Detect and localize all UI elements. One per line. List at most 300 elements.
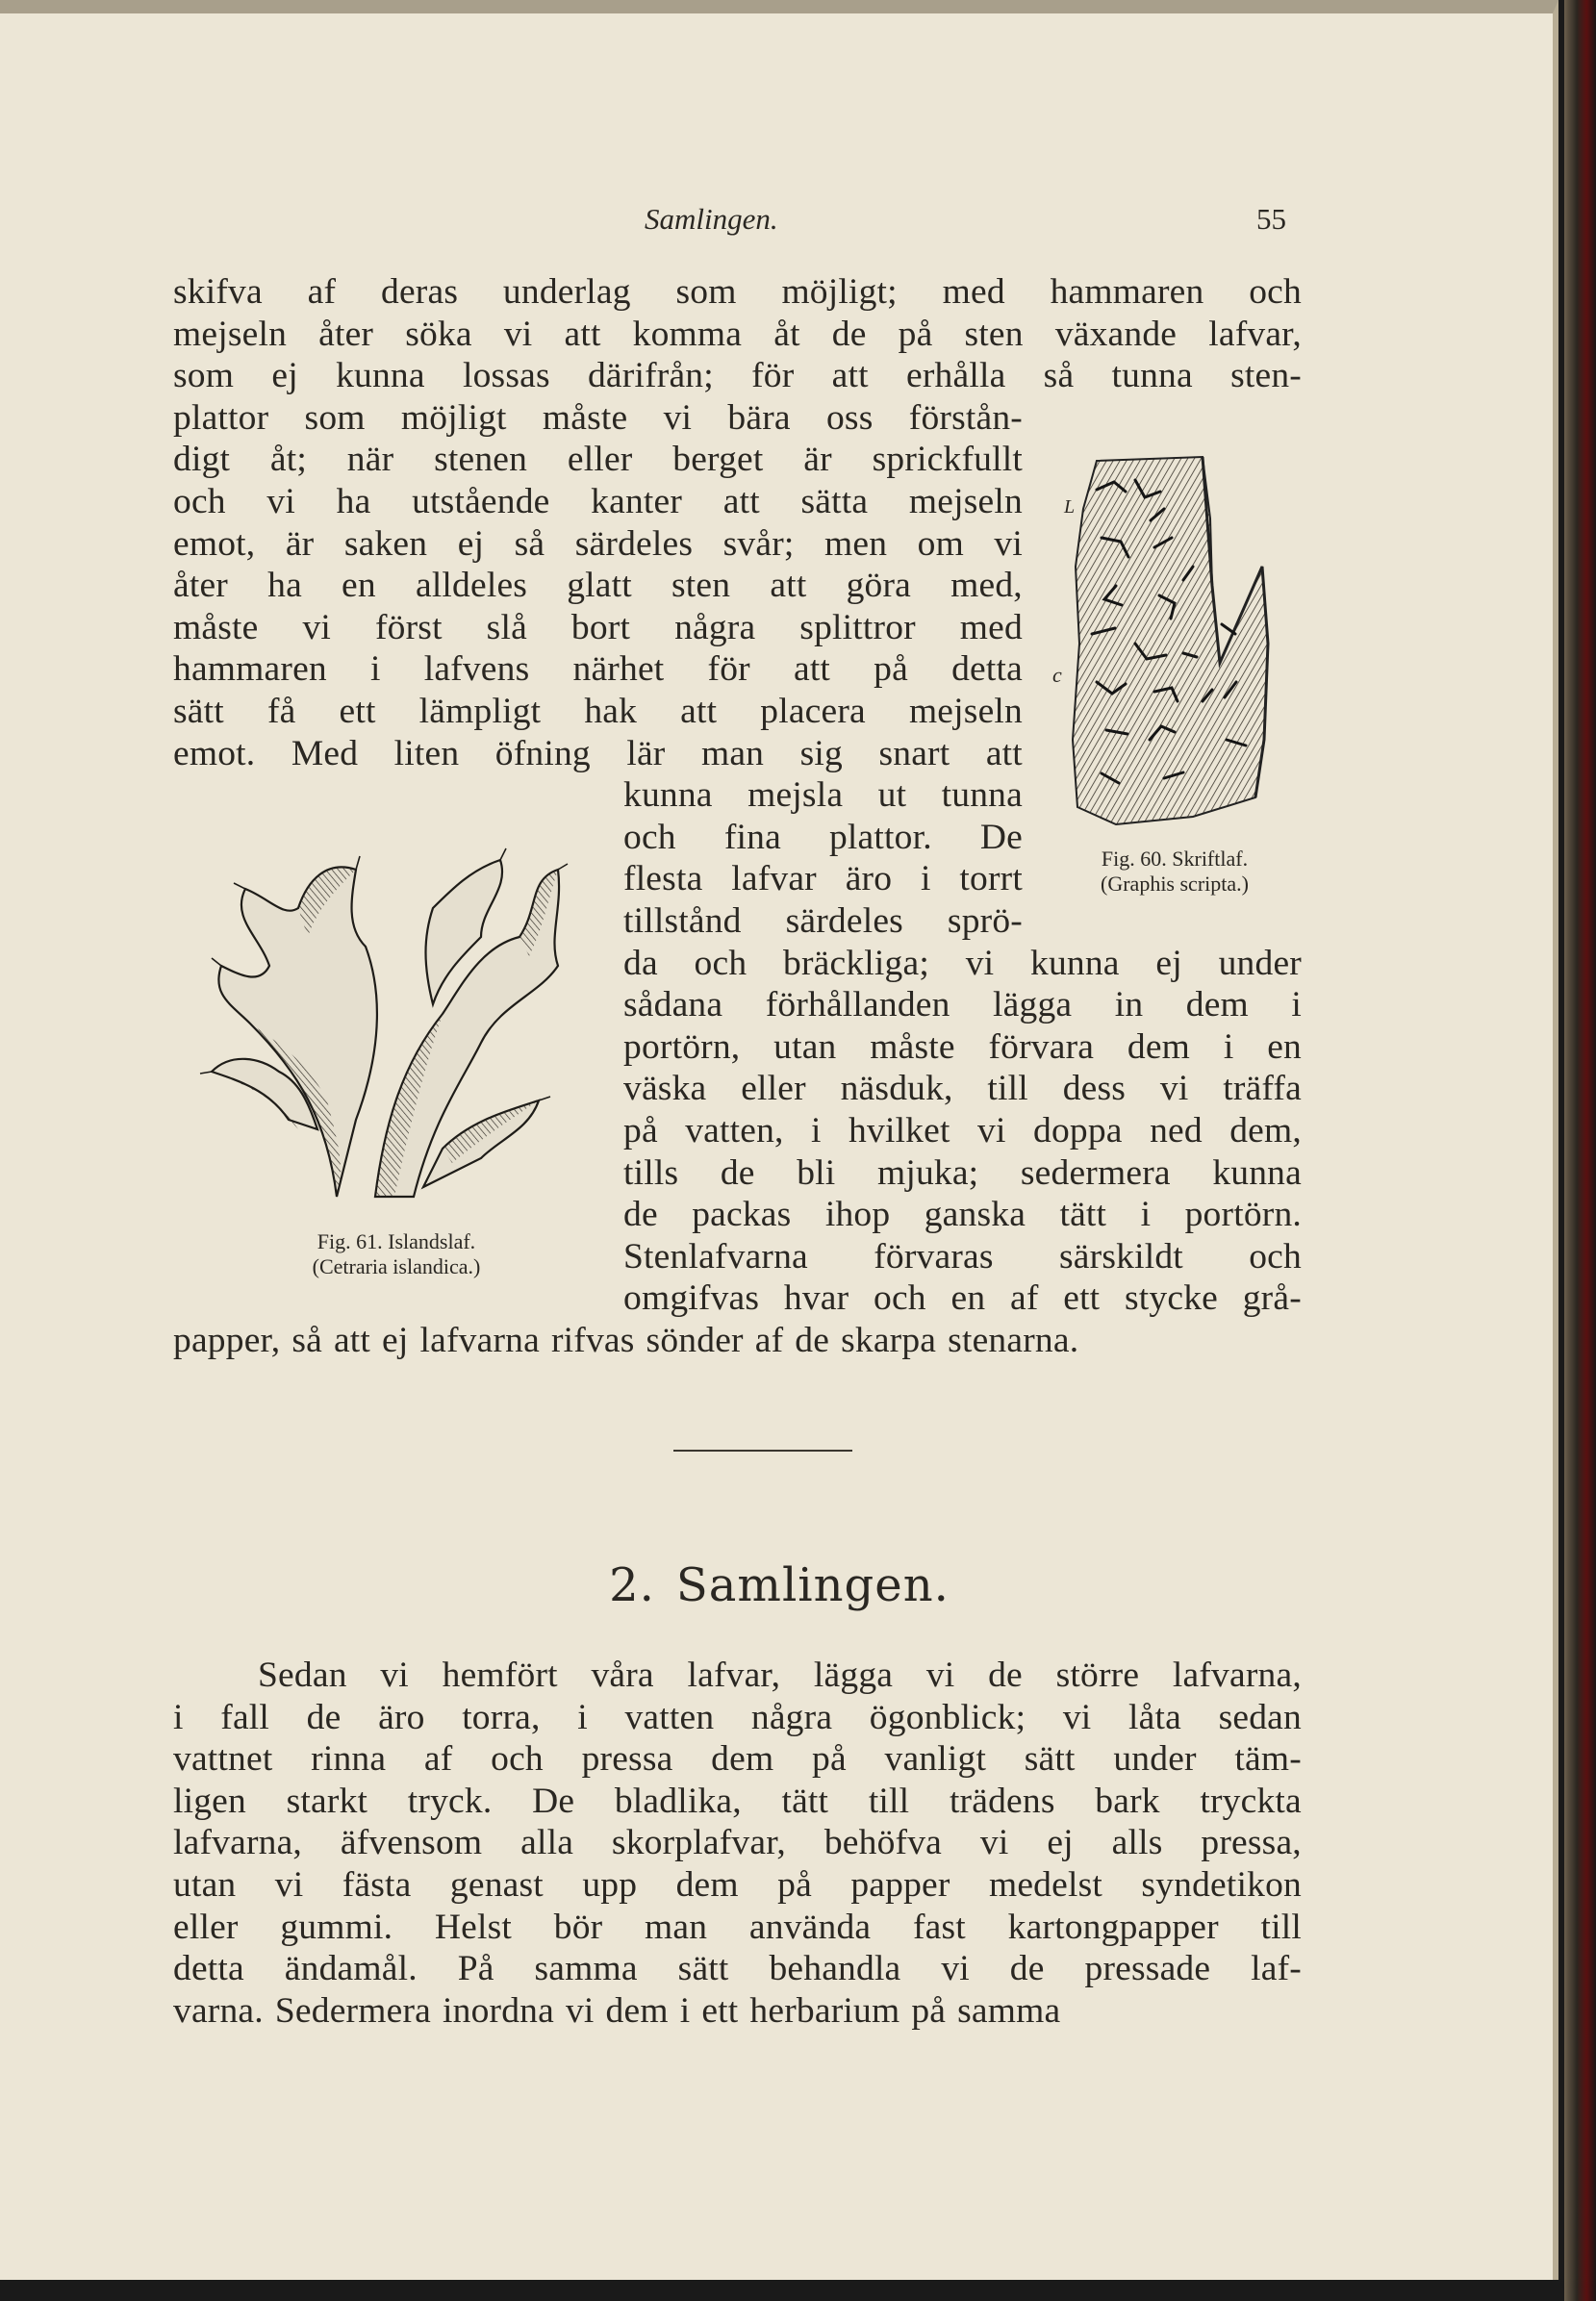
word: saken bbox=[343, 523, 428, 564]
word: lafvens bbox=[423, 649, 530, 690]
word: ganska bbox=[924, 1195, 1026, 1235]
word: packas bbox=[692, 1195, 792, 1235]
word: in bbox=[1114, 985, 1144, 1025]
word: vi bbox=[1062, 1697, 1092, 1737]
word: om bbox=[917, 523, 964, 564]
word: vi bbox=[941, 1949, 970, 1989]
word: fina bbox=[723, 817, 781, 857]
word: hammaren bbox=[173, 649, 327, 690]
word: sätt bbox=[677, 1949, 729, 1989]
word: med, bbox=[950, 566, 1023, 606]
word: därifrån; bbox=[587, 356, 714, 396]
word: starkt bbox=[286, 1781, 368, 1821]
word: vatten, bbox=[685, 1111, 784, 1150]
word: genast bbox=[449, 1865, 544, 1905]
word: ett bbox=[1063, 1278, 1101, 1319]
word: bladlika, bbox=[614, 1781, 742, 1821]
word: sätt bbox=[173, 692, 224, 731]
word: komma bbox=[632, 314, 743, 354]
word: förvaras bbox=[874, 1236, 994, 1277]
word: att bbox=[722, 482, 760, 521]
word: tryck. bbox=[407, 1781, 493, 1821]
word: att bbox=[793, 649, 831, 690]
word: eller bbox=[741, 1069, 806, 1109]
word: sten bbox=[964, 314, 1024, 354]
word: medelst bbox=[988, 1865, 1102, 1905]
word: och bbox=[1249, 1236, 1302, 1277]
word: dem bbox=[675, 1865, 739, 1905]
word: låta bbox=[1128, 1697, 1181, 1737]
word: de bbox=[795, 1321, 830, 1360]
word: portörn, bbox=[623, 1026, 741, 1067]
word: sten- bbox=[1230, 356, 1302, 396]
word: behöfva bbox=[823, 1823, 943, 1863]
paragraph2-line bbox=[173, 1822, 1302, 1864]
word: och bbox=[1249, 272, 1302, 312]
word: vi bbox=[565, 1990, 595, 2031]
word: dem, bbox=[1229, 1111, 1302, 1150]
word: ej bbox=[382, 1321, 409, 1360]
word: kartongpapper bbox=[1007, 1907, 1219, 1947]
figure-61-cetraria-islandica bbox=[192, 831, 577, 1216]
word: ihop bbox=[824, 1195, 891, 1235]
word: de bbox=[1009, 1949, 1045, 1989]
paragraph1-line bbox=[173, 314, 1302, 356]
word: ned bbox=[1150, 1111, 1203, 1150]
word: de bbox=[831, 314, 867, 354]
word: att bbox=[831, 356, 869, 396]
word: vattnet bbox=[173, 1739, 273, 1780]
word: att bbox=[985, 733, 1023, 773]
word: placera bbox=[760, 692, 866, 731]
word: kunna bbox=[623, 775, 713, 816]
word: de bbox=[720, 1152, 755, 1193]
word: närhet bbox=[572, 649, 665, 690]
word: sig bbox=[799, 733, 843, 773]
word: hvar bbox=[783, 1278, 849, 1319]
word: till bbox=[1260, 1907, 1302, 1947]
word: Sedermera bbox=[274, 1990, 431, 2031]
word: bli bbox=[797, 1152, 836, 1193]
word: att bbox=[680, 692, 718, 731]
word: Helst bbox=[434, 1907, 513, 1947]
word: med bbox=[942, 272, 1005, 312]
word: bort bbox=[570, 607, 631, 647]
word: berget bbox=[672, 440, 764, 480]
paragraph1-line bbox=[623, 858, 1023, 900]
word: man bbox=[645, 1907, 708, 1947]
word: sådana bbox=[623, 985, 723, 1025]
figure-60-caption-latin: (Graphis scripta.) bbox=[1101, 872, 1249, 896]
word: på bbox=[874, 649, 908, 690]
word: få bbox=[266, 692, 296, 731]
paragraph1-line bbox=[173, 691, 1023, 733]
word: förhållanden bbox=[765, 985, 950, 1025]
word: för bbox=[751, 356, 795, 396]
word: vi bbox=[663, 397, 693, 438]
word: lafvar, bbox=[687, 1656, 781, 1695]
word: vi bbox=[266, 482, 295, 521]
running-title: Samlingen. bbox=[645, 202, 778, 236]
word: doppa bbox=[1033, 1111, 1123, 1150]
word: tills bbox=[623, 1152, 679, 1193]
section-heading bbox=[0, 1556, 1558, 1614]
paragraph1-line bbox=[623, 774, 1023, 817]
figure-61-caption bbox=[252, 1229, 541, 1279]
word: eller bbox=[567, 440, 633, 480]
word: ögonblick; bbox=[869, 1697, 1026, 1737]
word: gummi. bbox=[280, 1907, 393, 1947]
paragraph1-line bbox=[623, 817, 1023, 859]
word: och bbox=[491, 1739, 544, 1780]
word: inordna bbox=[443, 1990, 554, 2031]
word: åt bbox=[773, 314, 800, 354]
word: mejseln bbox=[908, 692, 1023, 731]
word: svår; bbox=[722, 523, 795, 564]
section-number: 2. bbox=[609, 1558, 655, 1612]
word: hammaren bbox=[1050, 272, 1204, 312]
word: oss bbox=[825, 397, 874, 438]
word: varna. bbox=[173, 1990, 264, 2031]
paragraph1-line bbox=[173, 397, 1023, 440]
word: stycke bbox=[1125, 1278, 1219, 1319]
word: och bbox=[173, 482, 226, 521]
word: näsduk, bbox=[840, 1069, 953, 1109]
word: ha bbox=[336, 482, 371, 521]
word: våra bbox=[591, 1656, 654, 1695]
word: på bbox=[777, 1865, 812, 1905]
word: de bbox=[988, 1656, 1023, 1695]
word: mejseln bbox=[908, 482, 1023, 521]
paragraph2-line bbox=[173, 1948, 1302, 1990]
word: portörn. bbox=[1184, 1195, 1302, 1235]
word: bark bbox=[1095, 1781, 1160, 1821]
word: under bbox=[1113, 1739, 1197, 1780]
word: måste bbox=[173, 607, 259, 647]
word: pressa, bbox=[1201, 1823, 1302, 1863]
paragraph1-line bbox=[623, 1194, 1302, 1236]
word: en bbox=[950, 1278, 986, 1319]
paragraph1-line bbox=[623, 1236, 1302, 1278]
word: vi bbox=[1159, 1069, 1189, 1109]
word: förstån- bbox=[908, 397, 1023, 438]
word: pressade bbox=[1084, 1949, 1211, 1989]
word: och bbox=[694, 943, 747, 983]
word: splittror bbox=[799, 607, 916, 647]
word: vanligt bbox=[884, 1739, 987, 1780]
word: kunna bbox=[1212, 1152, 1302, 1193]
word: utstående bbox=[412, 482, 550, 521]
word: med bbox=[959, 607, 1023, 647]
word: att bbox=[333, 1321, 371, 1360]
word: lafvarna bbox=[419, 1321, 540, 1360]
word: rinna bbox=[311, 1739, 387, 1780]
paragraph1-line bbox=[623, 1110, 1302, 1152]
word: åter bbox=[318, 314, 374, 354]
word: i bbox=[920, 859, 931, 899]
word: och bbox=[874, 1278, 926, 1319]
word: plattor bbox=[173, 397, 269, 438]
word: är bbox=[285, 523, 315, 564]
word: åter bbox=[173, 566, 228, 606]
word: en bbox=[342, 566, 376, 606]
word: väska bbox=[623, 1069, 707, 1109]
word: stenen bbox=[434, 440, 528, 480]
word: i bbox=[811, 1111, 822, 1150]
paragraph1-line bbox=[173, 565, 1023, 607]
word: stenarna. bbox=[948, 1321, 1079, 1360]
word: i bbox=[679, 1990, 691, 2031]
word: äro bbox=[378, 1697, 425, 1737]
word: af bbox=[754, 1321, 784, 1360]
word: kunna bbox=[1030, 943, 1120, 983]
word: Med bbox=[291, 733, 359, 773]
word: täm- bbox=[1234, 1739, 1302, 1780]
word: ett bbox=[339, 692, 376, 731]
section-divider bbox=[673, 1450, 852, 1452]
word: laf- bbox=[1251, 1949, 1302, 1989]
word: växande bbox=[1054, 314, 1178, 354]
word: särdeles bbox=[574, 523, 694, 564]
word: sätta bbox=[800, 482, 869, 521]
word: förvara bbox=[988, 1026, 1095, 1067]
word: dem bbox=[1185, 985, 1249, 1025]
word: Stenlafvarna bbox=[623, 1236, 808, 1277]
word: dem bbox=[1127, 1026, 1191, 1067]
word: liten bbox=[393, 733, 460, 773]
word: af bbox=[307, 272, 337, 312]
word: lafvar bbox=[731, 859, 817, 899]
figure-61-caption-title: Fig. 61. Islandslaf. bbox=[317, 1229, 476, 1253]
word: detta bbox=[173, 1949, 244, 1989]
word: som bbox=[675, 272, 737, 312]
word: vi bbox=[925, 1656, 955, 1695]
paragraph1-line bbox=[173, 481, 1023, 523]
word: lämpligt bbox=[418, 692, 542, 731]
word: vi bbox=[979, 1823, 1009, 1863]
word: sprö- bbox=[947, 901, 1023, 941]
word: omgifvas bbox=[623, 1278, 760, 1319]
word: trädens bbox=[949, 1781, 1055, 1821]
word: vi bbox=[977, 1111, 1006, 1150]
word: och bbox=[623, 817, 676, 857]
word: tätt bbox=[1059, 1195, 1107, 1235]
paragraph1-line bbox=[623, 1026, 1302, 1069]
word: Sedan bbox=[258, 1656, 347, 1695]
word: de bbox=[306, 1697, 342, 1737]
word: utan bbox=[773, 1026, 837, 1067]
word: de bbox=[623, 1195, 658, 1235]
word: i bbox=[1140, 1195, 1152, 1235]
word: fast bbox=[912, 1907, 966, 1947]
word: särdeles bbox=[785, 901, 903, 941]
page-number: 55 bbox=[1256, 202, 1286, 236]
word: sten bbox=[671, 566, 731, 606]
paragraph1-line bbox=[173, 271, 1302, 314]
paragraph1-line bbox=[623, 1277, 1302, 1320]
paragraph1-line bbox=[173, 355, 1302, 397]
word: ligen bbox=[173, 1781, 246, 1821]
word: så bbox=[291, 1321, 322, 1360]
word: i bbox=[1291, 985, 1302, 1025]
word: för bbox=[707, 649, 750, 690]
paragraph1-line bbox=[173, 1320, 1302, 1362]
word: äfvensom bbox=[340, 1823, 483, 1863]
word: vi bbox=[302, 607, 332, 647]
word: papper bbox=[850, 1865, 950, 1905]
word: torrt bbox=[959, 859, 1023, 899]
word: lafvarna, bbox=[173, 1823, 303, 1863]
word: vi bbox=[380, 1656, 409, 1695]
paragraph2-line bbox=[258, 1655, 1302, 1697]
word: söka bbox=[405, 314, 472, 354]
word: underlag bbox=[502, 272, 631, 312]
paragraph1-line bbox=[173, 607, 1023, 649]
word: hvilket bbox=[849, 1111, 950, 1150]
running-header bbox=[0, 202, 1558, 240]
word: samma bbox=[534, 1949, 638, 1989]
word: fall bbox=[220, 1697, 270, 1737]
word: lafvar, bbox=[1208, 314, 1302, 354]
word: men bbox=[823, 523, 888, 564]
paragraph2-line bbox=[173, 1697, 1302, 1739]
word: under bbox=[1218, 943, 1302, 983]
word: bära bbox=[727, 397, 791, 438]
word: äro bbox=[845, 859, 893, 899]
word: ej bbox=[1155, 943, 1182, 983]
word: glatt bbox=[567, 566, 632, 606]
word: när bbox=[346, 440, 394, 480]
figure-60-caption bbox=[1054, 847, 1295, 897]
word: måste bbox=[870, 1026, 955, 1067]
word: af bbox=[423, 1739, 453, 1780]
word: träffa bbox=[1223, 1069, 1302, 1109]
word: slå bbox=[486, 607, 527, 647]
word: deras bbox=[381, 272, 459, 312]
word: till bbox=[987, 1069, 1028, 1109]
word: De bbox=[532, 1781, 575, 1821]
cetraria-islandica-illustration bbox=[192, 831, 577, 1216]
word: mejsla bbox=[747, 775, 844, 816]
word: mejseln bbox=[173, 314, 288, 354]
graphis-scripta-illustration bbox=[1058, 451, 1270, 836]
word: lafvarna, bbox=[1172, 1656, 1302, 1695]
word: sönder bbox=[646, 1321, 744, 1360]
word: att bbox=[564, 314, 601, 354]
word: plattor. bbox=[828, 817, 932, 857]
word: på bbox=[623, 1111, 658, 1150]
word: hemfört bbox=[442, 1656, 558, 1695]
word: så bbox=[1043, 356, 1075, 396]
word: göra bbox=[846, 566, 912, 606]
word: lägga bbox=[993, 985, 1073, 1025]
word: vatten bbox=[624, 1697, 715, 1737]
word: De bbox=[979, 817, 1023, 857]
paragraph1-line bbox=[623, 943, 1302, 985]
word: lär bbox=[626, 733, 666, 773]
word: ha bbox=[267, 566, 302, 606]
figure-60-label-side: c bbox=[1052, 663, 1062, 687]
paragraph2-line bbox=[173, 1781, 1302, 1823]
word: på bbox=[812, 1739, 847, 1780]
word: i bbox=[173, 1697, 184, 1737]
book-spine-edge bbox=[1564, 0, 1596, 2301]
word: möjligt bbox=[400, 397, 507, 438]
figure-60-graphis-scripta bbox=[1058, 451, 1270, 836]
word: möjligt; bbox=[781, 272, 898, 312]
word: herbarium bbox=[749, 1990, 900, 2031]
word: några bbox=[674, 607, 756, 647]
word: på bbox=[911, 1990, 947, 2031]
word: på bbox=[898, 314, 933, 354]
word: skorplafvar, bbox=[611, 1823, 786, 1863]
word: sprickfullt bbox=[872, 440, 1023, 480]
word: mjuka; bbox=[876, 1152, 979, 1193]
word: är bbox=[803, 440, 832, 480]
word: så bbox=[514, 523, 545, 564]
paragraph2-line bbox=[173, 1864, 1302, 1907]
figure-60-label-top: L bbox=[1064, 496, 1076, 518]
paragraph1-line bbox=[623, 1152, 1302, 1195]
word: rifvas bbox=[550, 1321, 635, 1360]
word: vi bbox=[274, 1865, 304, 1905]
word: dem bbox=[711, 1739, 774, 1780]
word: upp bbox=[582, 1865, 638, 1905]
word: ej bbox=[1047, 1823, 1074, 1863]
word: vi bbox=[965, 943, 995, 983]
word: tillstånd bbox=[623, 901, 742, 941]
word: emot. bbox=[173, 733, 256, 773]
word: samma bbox=[957, 1990, 1061, 2031]
word: flesta bbox=[623, 859, 703, 899]
word: i bbox=[369, 649, 381, 690]
word: snart bbox=[878, 733, 950, 773]
word: i bbox=[577, 1697, 588, 1737]
word: i bbox=[1223, 1026, 1234, 1067]
word: erhålla bbox=[906, 356, 1006, 396]
word: tryckta bbox=[1200, 1781, 1302, 1821]
word: alla bbox=[520, 1823, 574, 1863]
paragraph1-line bbox=[173, 733, 1023, 775]
word: skarpa bbox=[841, 1321, 937, 1360]
word: ut bbox=[877, 775, 907, 816]
word: sedan bbox=[1218, 1697, 1302, 1737]
word: särskildt bbox=[1059, 1236, 1183, 1277]
word: några bbox=[750, 1697, 833, 1737]
word: På bbox=[457, 1949, 494, 1989]
paragraph2-line bbox=[173, 1907, 1302, 1949]
word: eller bbox=[173, 1907, 239, 1947]
word: tunna bbox=[1111, 356, 1193, 396]
word: alls bbox=[1111, 1823, 1163, 1863]
word: använda bbox=[748, 1907, 872, 1947]
paragraph1-line bbox=[173, 648, 1023, 691]
word: tätt bbox=[781, 1781, 829, 1821]
figure-60-caption-title: Fig. 60. Skriftlaf. bbox=[1101, 847, 1249, 871]
word: bräckliga; bbox=[783, 943, 929, 983]
paragraph1-line bbox=[623, 984, 1302, 1026]
word: kunna bbox=[336, 356, 425, 396]
word: öfning bbox=[494, 733, 591, 773]
word: kanter bbox=[591, 482, 683, 521]
word: man bbox=[700, 733, 765, 773]
paragraph1-line bbox=[623, 900, 1023, 943]
word: vi bbox=[994, 523, 1023, 564]
word: digt bbox=[173, 440, 231, 480]
word: pressa bbox=[581, 1739, 673, 1780]
word: grå- bbox=[1242, 1278, 1302, 1319]
paragraph1-line bbox=[173, 523, 1023, 566]
